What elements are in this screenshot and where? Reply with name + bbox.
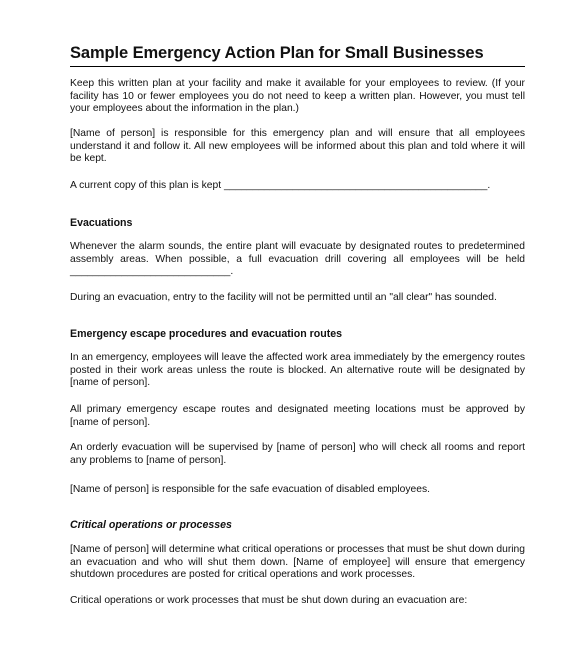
intro-paragraph-plan-availability: Keep this written plan at your facility and make it available for your employees to review. (If your facility has 10 or fewer employees you do not need to keep a written plan. However, you must tell your employees about the information in the plan.)	[70, 78, 525, 114]
escape-paragraph-approval: All primary emergency escape routes and designated meeting locations must be approved by [name of person].	[70, 404, 525, 428]
escape-paragraph-routes: In an emergency, employees will leave the affected work area immediately by the emergency routes posted in their work areas unless the route is blocked. An alternative route will be designated by [name of person].	[70, 352, 525, 388]
intro-paragraph-copy-location: A current copy of this plan is kept ______________________________________________.	[70, 180, 491, 191]
document-title: Sample Emergency Action Plan for Small Businesses	[70, 44, 525, 67]
section-heading-evacuations: Evacuations	[70, 217, 133, 229]
intro-paragraph-responsible-person: [Name of person] is responsible for this emergency plan and will ensure that all employees understand it and follow it. All new employees will be informed about this plan and told where it will be kept.	[70, 128, 525, 164]
evacuations-paragraph-alarm: Whenever the alarm sounds, the entire plant will evacuate by designated routes to predetermined assembly areas. When possible, a full evacuation drill covering all employees will be held ____________________________.	[70, 241, 525, 277]
escape-paragraph-disabled-employees: [Name of person] is responsible for the safe evacuation of disabled employees.	[70, 484, 431, 495]
critical-paragraph-shutdown: [Name of person] will determine what critical operations or processes that must be shut down during an evacuation and who will shut them down. [Name of employee] will ensure that emergency shutdown procedures are posted for critical operations and work processes.	[70, 544, 525, 580]
critical-paragraph-list-intro: Critical operations or work processes that must be shut down during an evacuation are:	[70, 595, 468, 606]
document-page	[70, 44, 525, 606]
evacuations-paragraph-entry: During an evacuation, entry to the facility will not be permitted until an "all clear" has sounded.	[70, 292, 497, 303]
escape-paragraph-supervision: An orderly evacuation will be supervised by [name of person] who will check all rooms and report any problems to [name of person].	[70, 442, 525, 466]
section-heading-escape-procedures: Emergency escape procedures and evacuation routes	[70, 328, 343, 340]
section-heading-critical-operations: Critical operations or processes	[70, 519, 232, 531]
